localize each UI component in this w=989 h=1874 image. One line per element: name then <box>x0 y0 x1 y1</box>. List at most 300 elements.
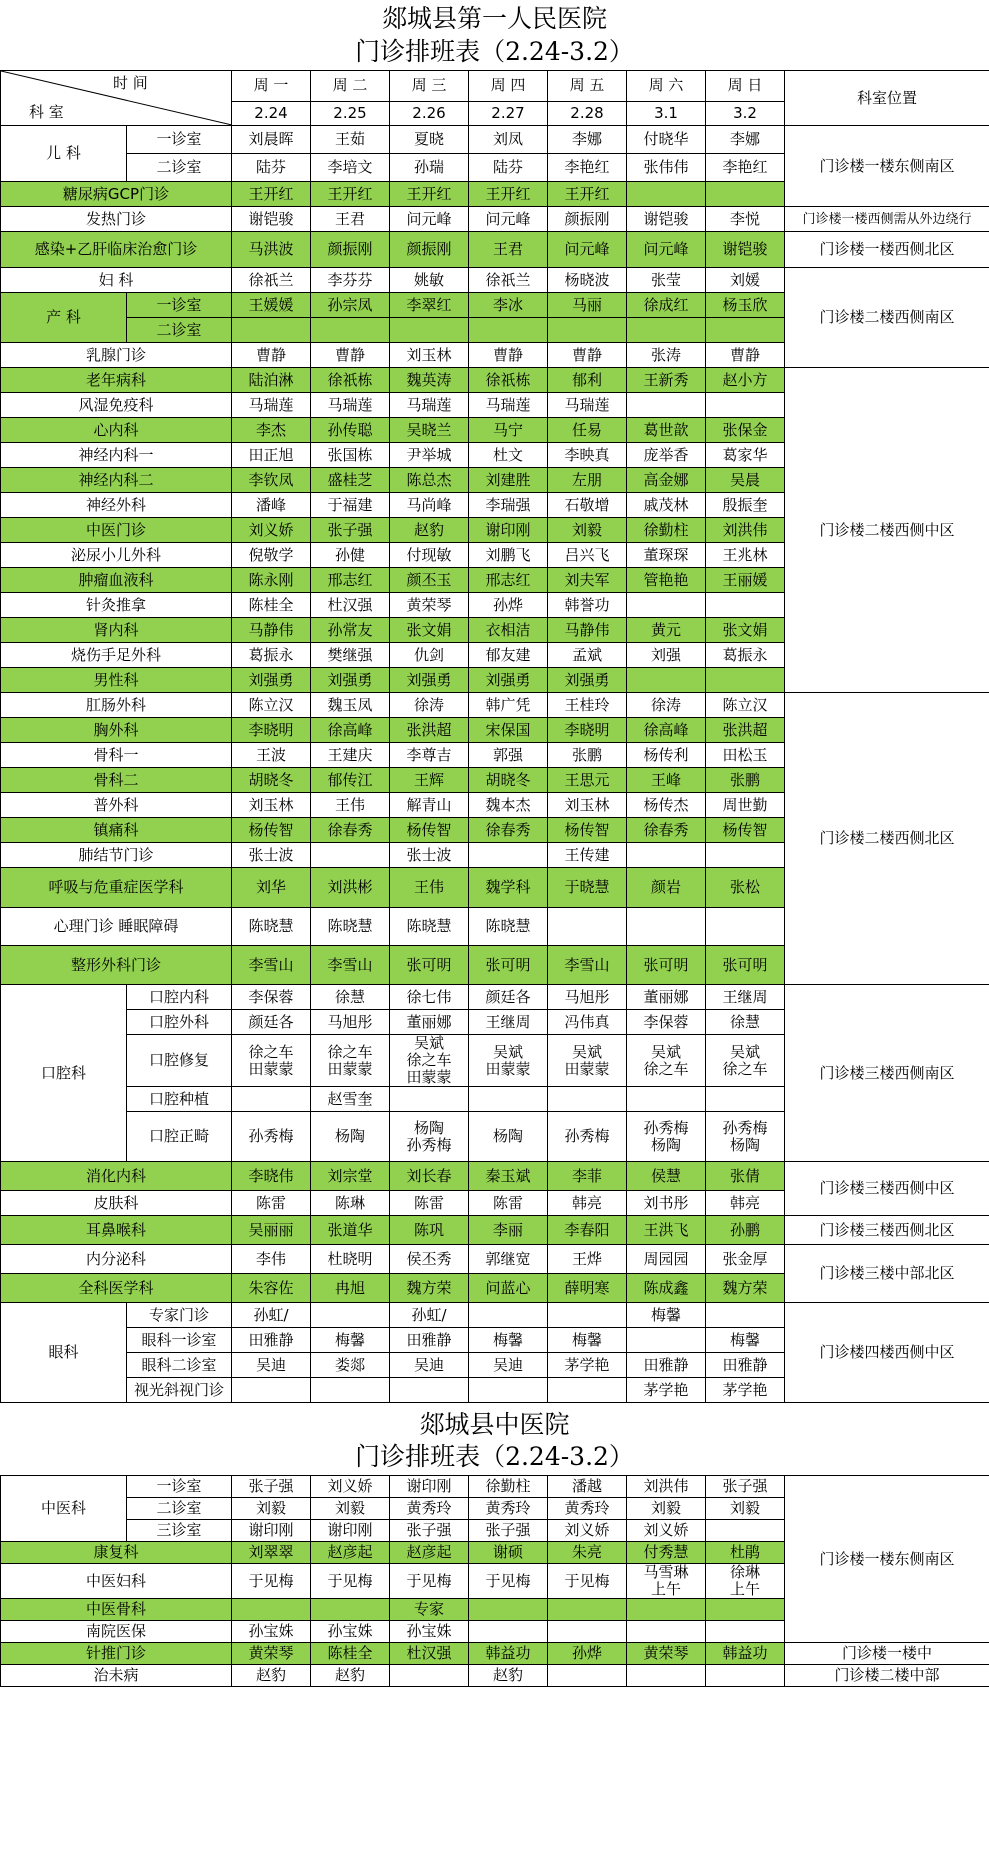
doctor-cell: 陆芬 <box>469 154 548 182</box>
doctor-cell: 陈雷 <box>232 1191 311 1216</box>
doctor-cell: 潘越 <box>548 1476 627 1498</box>
doctor-cell: 黄荣琴 <box>627 1643 706 1665</box>
doctor-cell: 张倩 <box>706 1162 785 1191</box>
dept-name: 儿 科 <box>1 126 127 182</box>
doctor-cell: 于福建 <box>311 493 390 518</box>
doctor-cell <box>706 908 785 946</box>
doctor-cell: 马旭彤 <box>311 1010 390 1035</box>
doctor-cell: 徐高峰 <box>311 718 390 743</box>
doctor-cell: 王君 <box>311 207 390 232</box>
header-diagonal-cell <box>1 71 232 126</box>
doctor-cell: 梅馨 <box>469 1328 548 1353</box>
doctor-cell: 王媛媛 <box>232 293 311 318</box>
doctor-cell: 马尚峰 <box>390 493 469 518</box>
doctor-cell: 黄秀玲 <box>548 1498 627 1520</box>
doctor-cell: 葛振永 <box>232 643 311 668</box>
doctor-cell: 葛世歆 <box>627 418 706 443</box>
doctor-cell: 刘强 <box>627 643 706 668</box>
sub-clinic: 一诊室 <box>127 293 232 318</box>
dept-name: 肛肠外科 <box>1 693 232 718</box>
doctor-cell: 李雪山 <box>311 946 390 985</box>
doctor-cell: 宋保国 <box>469 718 548 743</box>
sub-clinic: 口腔种植 <box>127 1087 232 1112</box>
dept-name: 中医门诊 <box>1 518 232 543</box>
doctor-cell: 杨传智 <box>706 818 785 843</box>
doctor-cell: 杨陶 孙秀梅 <box>390 1112 469 1162</box>
doctor-cell: 曹静 <box>232 343 311 368</box>
doctor-cell <box>469 318 548 343</box>
doctor-cell: 吴晓兰 <box>390 418 469 443</box>
doctor-cell: 杨传杰 <box>627 793 706 818</box>
doctor-cell: 潘峰 <box>232 493 311 518</box>
header-day: 周 日 <box>706 71 785 102</box>
schedule-row <box>1 368 989 393</box>
doctor-cell: 刘夫军 <box>548 568 627 593</box>
doctor-cell: 黄秀玲 <box>390 1498 469 1520</box>
doctor-cell: 胡晓冬 <box>232 768 311 793</box>
doctor-cell: 刘强勇 <box>548 668 627 693</box>
doctor-cell <box>548 1599 627 1621</box>
doctor-cell: 谢铠骏 <box>706 232 785 268</box>
doctor-cell: 陆芬 <box>232 154 311 182</box>
doctor-cell: 王丽媛 <box>706 568 785 593</box>
doctor-cell: 朱亮 <box>548 1542 627 1564</box>
doctor-cell: 张国栋 <box>311 443 390 468</box>
doctor-cell <box>232 1599 311 1621</box>
doctor-cell: 于见梅 <box>390 1564 469 1599</box>
doctor-cell: 刘强勇 <box>232 668 311 693</box>
header-date: 2.27 <box>469 101 548 125</box>
doctor-cell: 王开红 <box>311 182 390 207</box>
doctor-cell: 田正旭 <box>232 443 311 468</box>
doctor-cell: 王伟 <box>390 868 469 908</box>
dept-name: 镇痛科 <box>1 818 232 843</box>
doctor-cell <box>627 593 706 618</box>
schedule-row <box>1 1245 989 1274</box>
dept-name: 乳腺门诊 <box>1 343 232 368</box>
doctor-cell <box>311 318 390 343</box>
hospital1-title: 郯城县第一人民医院 <box>381 4 607 33</box>
doctor-cell <box>706 1621 785 1643</box>
doctor-cell: 王波 <box>232 743 311 768</box>
doctor-cell: 刘华 <box>232 868 311 908</box>
doctor-cell: 孟斌 <box>548 643 627 668</box>
doctor-cell: 张士波 <box>232 843 311 868</box>
doctor-cell: 陆泊淋 <box>232 368 311 393</box>
doctor-cell: 张可明 <box>390 946 469 985</box>
doctor-cell: 孙秀梅 <box>232 1112 311 1162</box>
doctor-cell: 孙秀梅 杨陶 <box>706 1112 785 1162</box>
doctor-cell: 倪敬学 <box>232 543 311 568</box>
dept-name: 男性科 <box>1 668 232 693</box>
doctor-cell <box>311 1303 390 1328</box>
doctor-cell: 杨陶 <box>311 1112 390 1162</box>
doctor-cell: 戚茂林 <box>627 493 706 518</box>
doctor-cell: 秦玉斌 <box>469 1162 548 1191</box>
header-location: 科室位置 <box>785 71 989 126</box>
doctor-cell <box>627 318 706 343</box>
doctor-cell: 孙秀梅 杨陶 <box>627 1112 706 1162</box>
dept-location: 门诊楼三楼西侧北区 <box>785 1216 989 1245</box>
dept-name: 普外科 <box>1 793 232 818</box>
doctor-cell: 张子强 <box>311 518 390 543</box>
doctor-cell: 孙烨 <box>548 1643 627 1665</box>
doctor-cell <box>548 318 627 343</box>
doctor-cell <box>548 1665 627 1687</box>
header-date: 3.1 <box>627 101 706 125</box>
doctor-cell: 刘玉林 <box>548 793 627 818</box>
sub-clinic: 口腔正畸 <box>127 1112 232 1162</box>
doctor-cell: 李娜 <box>548 126 627 154</box>
doctor-cell: 李艳红 <box>548 154 627 182</box>
schedule-row <box>1 1303 989 1328</box>
doctor-cell <box>469 1087 548 1112</box>
doctor-cell: 郁传江 <box>311 768 390 793</box>
doctor-cell: 刘媛 <box>706 268 785 293</box>
dept-name: 整形外科门诊 <box>1 946 232 985</box>
doctor-cell: 问蓝心 <box>469 1274 548 1303</box>
dept-name: 口腔科 <box>1 985 127 1162</box>
doctor-cell: 侯丕秀 <box>390 1245 469 1274</box>
schedule-row <box>1 1476 989 1498</box>
doctor-cell: 孙虹/ <box>232 1303 311 1328</box>
dept-name: 老年病科 <box>1 368 232 393</box>
doctor-cell: 曹静 <box>706 343 785 368</box>
doctor-cell: 徐涛 <box>390 693 469 718</box>
doctor-cell: 杜汉强 <box>311 593 390 618</box>
doctor-cell: 李尊吉 <box>390 743 469 768</box>
doctor-cell: 张鹏 <box>706 768 785 793</box>
doctor-cell: 谢铠骏 <box>232 207 311 232</box>
doctor-cell: 董丽娜 <box>627 985 706 1010</box>
sub-clinic: 二诊室 <box>127 154 232 182</box>
doctor-cell: 王继周 <box>469 1010 548 1035</box>
sub-clinic: 专家门诊 <box>127 1303 232 1328</box>
doctor-cell: 马宁 <box>469 418 548 443</box>
sub-clinic: 三诊室 <box>127 1520 232 1542</box>
doctor-cell: 王开红 <box>548 182 627 207</box>
doctor-cell: 颜廷各 <box>469 985 548 1010</box>
doctor-cell: 刘建胜 <box>469 468 548 493</box>
doctor-cell: 郭继宽 <box>469 1245 548 1274</box>
doctor-cell: 夏晓 <box>390 126 469 154</box>
doctor-cell: 盛桂芝 <box>311 468 390 493</box>
doctor-cell: 董琛琛 <box>627 543 706 568</box>
doctor-cell: 韩益功 <box>469 1643 548 1665</box>
doctor-cell: 李丽 <box>469 1216 548 1245</box>
doctor-cell: 张文娟 <box>390 618 469 643</box>
doctor-cell: 陈晓慧 <box>311 908 390 946</box>
dept-location: 门诊楼三楼西侧中区 <box>785 1162 989 1216</box>
doctor-cell: 马瑞莲 <box>390 393 469 418</box>
doctor-cell: 徐祇兰 <box>232 268 311 293</box>
doctor-cell: 刘鹏飞 <box>469 543 548 568</box>
doctor-cell: 徐慧 <box>706 1010 785 1035</box>
doctor-cell: 陈永刚 <box>232 568 311 593</box>
doctor-cell: 问元峰 <box>548 232 627 268</box>
doctor-cell <box>469 843 548 868</box>
doctor-cell: 张子强 <box>469 1520 548 1542</box>
doctor-cell: 刘宗堂 <box>311 1162 390 1191</box>
doctor-cell: 张子强 <box>390 1520 469 1542</box>
dept-location: 门诊楼一楼中 <box>785 1643 989 1665</box>
doctor-cell: 吴丽丽 <box>232 1216 311 1245</box>
dept-name: 骨科二 <box>1 768 232 793</box>
doctor-cell: 黄秀玲 <box>469 1498 548 1520</box>
doctor-cell <box>706 318 785 343</box>
doctor-cell: 王伟 <box>311 793 390 818</box>
doctor-cell: 韩益功 <box>706 1643 785 1665</box>
header-day: 周 二 <box>311 71 390 102</box>
doctor-cell: 赵小方 <box>706 368 785 393</box>
doctor-cell: 孙宝姝 <box>232 1621 311 1643</box>
header-day: 周 五 <box>548 71 627 102</box>
doctor-cell: 赵豹 <box>232 1665 311 1687</box>
doctor-cell: 赵豹 <box>469 1665 548 1687</box>
doctor-cell <box>548 1087 627 1112</box>
doctor-cell: 马丽 <box>548 293 627 318</box>
doctor-cell: 梅馨 <box>627 1303 706 1328</box>
doctor-cell: 马瑞莲 <box>469 393 548 418</box>
doctor-cell: 田雅静 <box>706 1353 785 1378</box>
doctor-cell: 杨传利 <box>627 743 706 768</box>
doctor-cell <box>469 1621 548 1643</box>
header-day: 周 六 <box>627 71 706 102</box>
doctor-cell: 刘义娇 <box>311 1476 390 1498</box>
doctor-cell: 赵雪奎 <box>311 1087 390 1112</box>
doctor-cell: 李芬芬 <box>311 268 390 293</box>
doctor-cell: 张可明 <box>706 946 785 985</box>
dept-name: 糖尿病GCP门诊 <box>1 182 232 207</box>
dept-location: 门诊楼一楼西侧需从外边绕行 <box>785 207 989 232</box>
doctor-cell: 颜振刚 <box>311 232 390 268</box>
doctor-cell: 黄荣琴 <box>390 593 469 618</box>
doctor-cell: 殷振奎 <box>706 493 785 518</box>
hospital2-title: 郯城县中医院 <box>419 1410 570 1439</box>
doctor-cell: 尹举城 <box>390 443 469 468</box>
doctor-cell: 徐春秀 <box>311 818 390 843</box>
doctor-cell <box>548 1621 627 1643</box>
doctor-cell: 徐祇栋 <box>469 368 548 393</box>
doctor-cell <box>548 1378 627 1403</box>
dept-name: 内分泌科 <box>1 1245 232 1274</box>
doctor-cell: 陈总杰 <box>390 468 469 493</box>
doctor-cell: 徐祇兰 <box>469 268 548 293</box>
doctor-cell: 张子强 <box>706 1476 785 1498</box>
doctor-cell <box>627 182 706 207</box>
doctor-cell: 魏方荣 <box>390 1274 469 1303</box>
doctor-cell: 王烨 <box>548 1245 627 1274</box>
doctor-cell <box>311 843 390 868</box>
schedule-row <box>1 126 989 154</box>
dept-name: 神经内科一 <box>1 443 232 468</box>
doctor-cell: 刘毅 <box>311 1498 390 1520</box>
doctor-cell: 张洪超 <box>390 718 469 743</box>
header-date: 3.2 <box>706 101 785 125</box>
doctor-cell <box>706 668 785 693</box>
doctor-cell: 孙烨 <box>469 593 548 618</box>
doctor-cell <box>469 1599 548 1621</box>
doctor-cell: 吴斌 田蒙蒙 <box>469 1035 548 1087</box>
doctor-cell: 李保蓉 <box>232 985 311 1010</box>
doctor-cell: 陈雷 <box>390 1191 469 1216</box>
doctor-cell: 赵彦起 <box>311 1542 390 1564</box>
dept-name: 心理门诊 睡眠障碍 <box>1 908 232 946</box>
doctor-cell: 王新秀 <box>627 368 706 393</box>
doctor-cell: 徐慧 <box>311 985 390 1010</box>
doctor-cell: 李悦 <box>706 207 785 232</box>
dept-name: 肾内科 <box>1 618 232 643</box>
doctor-cell: 魏学科 <box>469 868 548 908</box>
doctor-cell: 魏玉凤 <box>311 693 390 718</box>
doctor-cell: 刘玉林 <box>390 343 469 368</box>
schedule-row <box>1 207 989 232</box>
doctor-cell: 姚敏 <box>390 268 469 293</box>
dept-name: 皮肤科 <box>1 1191 232 1216</box>
doctor-cell: 李冰 <box>469 293 548 318</box>
sub-clinic: 眼科二诊室 <box>127 1353 232 1378</box>
doctor-cell: 王开红 <box>390 182 469 207</box>
doctor-cell: 孙秀梅 <box>548 1112 627 1162</box>
doctor-cell: 陈成鑫 <box>627 1274 706 1303</box>
sub-clinic: 一诊室 <box>127 1476 232 1498</box>
doctor-cell <box>706 593 785 618</box>
sub-clinic: 口腔修复 <box>127 1035 232 1087</box>
doctor-cell: 张子强 <box>232 1476 311 1498</box>
doctor-cell: 曹静 <box>311 343 390 368</box>
doctor-cell: 田雅静 <box>627 1353 706 1378</box>
doctor-cell: 徐之车 田蒙蒙 <box>311 1035 390 1087</box>
doctor-cell: 王继周 <box>706 985 785 1010</box>
doctor-cell: 吴斌 徐之车 <box>706 1035 785 1087</box>
doctor-cell: 陈晓慧 <box>390 908 469 946</box>
dept-name: 神经外科 <box>1 493 232 518</box>
doctor-cell: 徐成红 <box>627 293 706 318</box>
doctor-cell: 李艳红 <box>706 154 785 182</box>
dept-location: 门诊楼二楼中部 <box>785 1665 989 1687</box>
doctor-cell: 孙常友 <box>311 618 390 643</box>
header-day: 周 三 <box>390 71 469 102</box>
schedule-row <box>1 1643 989 1665</box>
doctor-cell: 张可明 <box>627 946 706 985</box>
doctor-cell: 赵彦起 <box>390 1542 469 1564</box>
doctor-cell <box>311 1599 390 1621</box>
doctor-cell: 吴晨 <box>706 468 785 493</box>
schedule-row <box>1 1216 989 1245</box>
doctor-cell: 张文娟 <box>706 618 785 643</box>
header-date: 2.24 <box>232 101 311 125</box>
doctor-cell: 马瑞莲 <box>232 393 311 418</box>
doctor-cell: 徐高峰 <box>627 718 706 743</box>
doctor-cell: 杨传智 <box>390 818 469 843</box>
header-day: 周 一 <box>232 71 311 102</box>
dept-name: 耳鼻喉科 <box>1 1216 232 1245</box>
header-date: 2.26 <box>390 101 469 125</box>
doctor-cell: 张金厚 <box>706 1245 785 1274</box>
dept-location: 门诊楼三楼中部北区 <box>785 1245 989 1303</box>
dept-name: 眼科 <box>1 1303 127 1403</box>
doctor-cell: 陈桂全 <box>311 1643 390 1665</box>
doctor-cell <box>469 1378 548 1403</box>
doctor-cell: 于见梅 <box>469 1564 548 1599</box>
doctor-cell: 娄郯 <box>311 1353 390 1378</box>
dept-name: 全科医学科 <box>1 1274 232 1303</box>
doctor-cell: 刘洪伟 <box>627 1476 706 1498</box>
doctor-cell: 陈晓慧 <box>469 908 548 946</box>
doctor-cell: 付秀慧 <box>627 1542 706 1564</box>
doctor-cell: 刘毅 <box>232 1498 311 1520</box>
schedule-row <box>1 232 989 268</box>
doctor-cell: 韩广凭 <box>469 693 548 718</box>
doctor-cell <box>706 843 785 868</box>
dept-location: 门诊楼一楼西侧北区 <box>785 232 989 268</box>
doctor-cell: 问元峰 <box>469 207 548 232</box>
doctor-cell <box>706 1599 785 1621</box>
doctor-cell: 吴斌 徐之车 <box>627 1035 706 1087</box>
doctor-cell: 李保蓉 <box>627 1010 706 1035</box>
doctor-cell: 魏本杰 <box>469 793 548 818</box>
doctor-cell: 庞举香 <box>627 443 706 468</box>
doctor-cell: 徐之车 田蒙蒙 <box>232 1035 311 1087</box>
doctor-cell <box>232 1378 311 1403</box>
doctor-cell: 徐涛 <box>627 693 706 718</box>
hospital2-schedule-table <box>0 1475 989 1687</box>
doctor-cell: 韩亮 <box>706 1191 785 1216</box>
doctor-cell: 徐七伟 <box>390 985 469 1010</box>
dept-name: 中医科 <box>1 1476 127 1542</box>
doctor-cell: 杨晓波 <box>548 268 627 293</box>
header-dept-label: 科 室 <box>29 103 64 121</box>
dept-location: 门诊楼一楼东侧南区 <box>785 126 989 207</box>
doctor-cell: 陈立汉 <box>232 693 311 718</box>
doctor-cell: 颜振刚 <box>390 232 469 268</box>
dept-location: 门诊楼二楼西侧北区 <box>785 693 989 985</box>
doctor-cell: 黄荣琴 <box>232 1643 311 1665</box>
doctor-cell: 薛明寒 <box>548 1274 627 1303</box>
doctor-cell: 杨传智 <box>232 818 311 843</box>
dept-name: 南院医保 <box>1 1621 232 1643</box>
doctor-cell: 专家 <box>390 1599 469 1621</box>
hospital1-subtitle: 门诊排班表（2.24-3.2） <box>355 37 634 66</box>
doctor-cell <box>548 1303 627 1328</box>
doctor-cell: 邢志红 <box>311 568 390 593</box>
doctor-cell <box>390 1087 469 1112</box>
doctor-cell: 杜汉强 <box>390 1643 469 1665</box>
doctor-cell: 刘洪彬 <box>311 868 390 908</box>
doctor-cell: 张莹 <box>627 268 706 293</box>
doctor-cell: 马静伟 <box>232 618 311 643</box>
doctor-cell <box>232 1087 311 1112</box>
doctor-cell: 孙宝姝 <box>311 1621 390 1643</box>
doctor-cell: 刘义娇 <box>548 1520 627 1542</box>
doctor-cell: 吕兴飞 <box>548 543 627 568</box>
doctor-cell: 杜文 <box>469 443 548 468</box>
doctor-cell <box>390 1378 469 1403</box>
doctor-cell: 樊继强 <box>311 643 390 668</box>
doctor-cell: 衣相洁 <box>469 618 548 643</box>
doctor-cell: 刘洪伟 <box>706 518 785 543</box>
doctor-cell <box>627 1087 706 1112</box>
header-day: 周 四 <box>469 71 548 102</box>
dept-name: 中医妇科 <box>1 1564 232 1599</box>
doctor-cell: 马瑞莲 <box>311 393 390 418</box>
doctor-cell <box>232 318 311 343</box>
doctor-cell <box>706 1665 785 1687</box>
doctor-cell: 李晓明 <box>548 718 627 743</box>
doctor-cell: 刘强勇 <box>311 668 390 693</box>
doctor-cell: 马旭彤 <box>548 985 627 1010</box>
doctor-cell: 高金娜 <box>627 468 706 493</box>
